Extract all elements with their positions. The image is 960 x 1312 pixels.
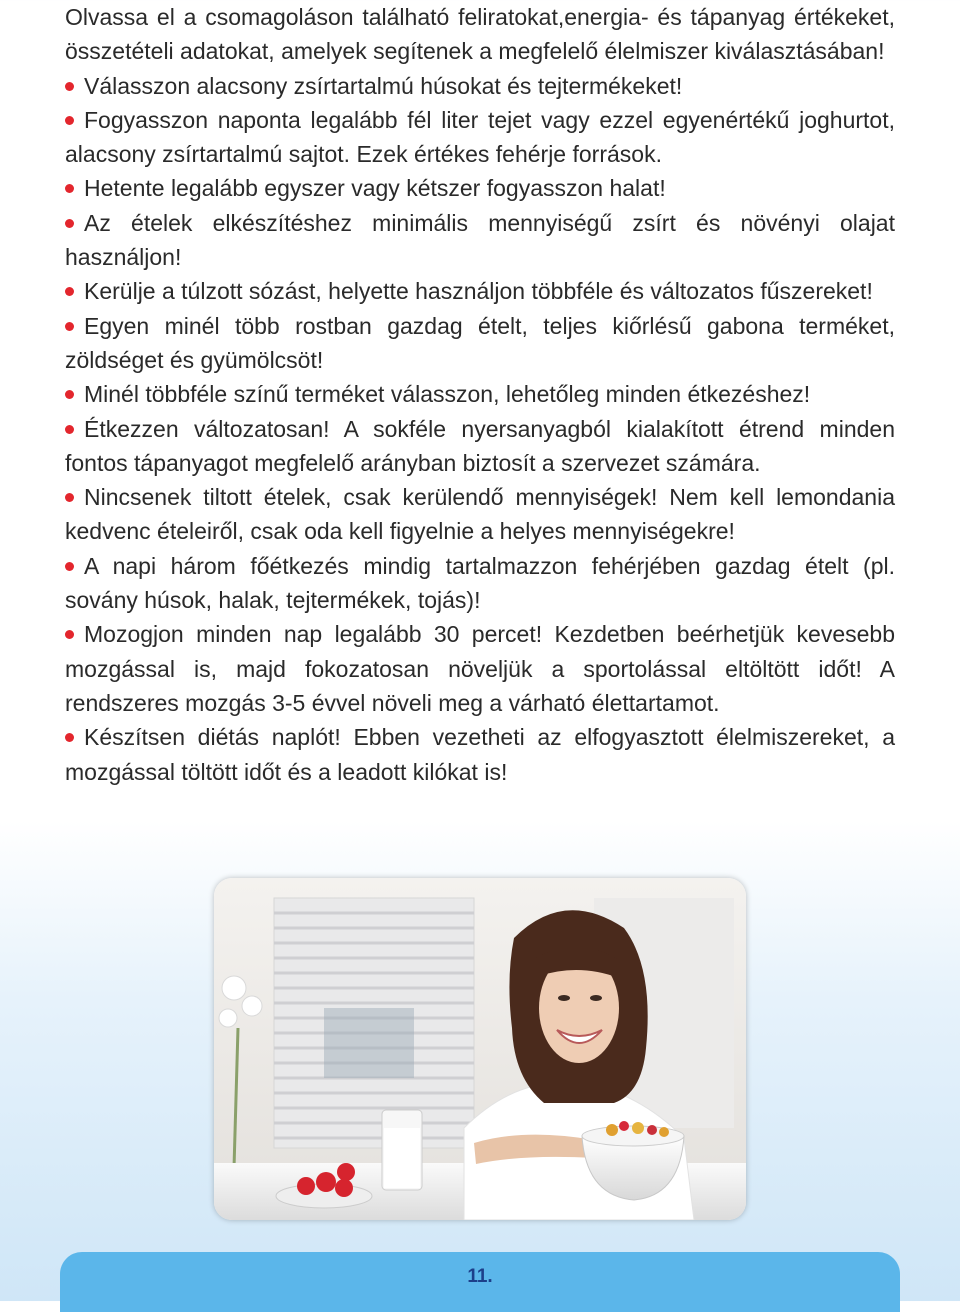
bullet-dot-icon (65, 184, 74, 193)
photo-illustration (214, 878, 746, 1220)
article-text (65, 0, 895, 789)
bullet-dot-icon (65, 562, 74, 571)
bullet-item: Minél többféle színű terméket válasszon, lehetőleg minden étkezéshez! (65, 377, 895, 411)
bullet-dot-icon (65, 322, 74, 331)
bullet-dot-icon (65, 219, 74, 228)
bullet-dot-icon (65, 493, 74, 502)
bullet-dot-icon (65, 425, 74, 434)
bullet-item: Nincsenek tiltott ételek, csak kerülendő mennyiségek! Nem kell lemondania kedvenc ételeiről, csak oda kell figyelnie a helyes mennyiségekre! (65, 484, 895, 545)
bullet-item: Kerülje a túlzott sózást, helyette használjon többféle és változatos fűszereket! (65, 274, 895, 308)
page-number: 11. (467, 1266, 493, 1287)
bullet-item: Mozogjon minden nap legalább 30 percet! Kezdetben beérhetjük kevesebb mozgással is, majd fokozatosan növeljük a sportolással eltöltött időt! A rendszeres mozgás 3-5 évvel növeli meg a várható élettartamot. (65, 621, 895, 716)
intro-paragraph: Olvassa el a csomagoláson található feliratokat,energia- és tápanyag értékeket, összetételi adatokat, amelyek segítenek a megfelelő élelmiszer kiválasztásában! (65, 4, 895, 65)
bullet-item: Hetente legalább egyszer vagy kétszer fogyasszon halat! (65, 171, 895, 205)
bullet-dot-icon (65, 390, 74, 399)
bullet-dot-icon (65, 630, 74, 639)
bullet-item: Fogyasszon naponta legalább fél liter tejet vagy ezzel egyenértékű joghurtot, alacsony zsírtartalmú sajtot. Ezek értékes fehérje források. (65, 106, 895, 168)
bullet-item: A napi három főétkezés mindig tartalmazzon fehérjében gazdag ételt (pl. sovány húsok, halak, tejtermékek, tojás)! (65, 552, 895, 614)
bullet-item: Egyen minél több rostban gazdag ételt, teljes kiőrlésű gabona terméket, zöldséget és gyümölcsöt! (65, 312, 895, 373)
bullet-dot-icon (65, 287, 74, 296)
bullet-dot-icon (65, 116, 74, 125)
woman-with-fruit-bowl-photo (214, 878, 746, 1220)
bullet-item: Válasszon alacsony zsírtartalmú húsokat és tejtermékeket! (65, 69, 895, 103)
bullet-item: Étkezzen változatosan! A sokféle nyersanyagból kialakított étrend minden fontos tápanyagot megfelelő arányban biztosít a szervezet számára. (65, 415, 895, 476)
bullet-dot-icon (65, 82, 74, 91)
bullet-item: Készítsen diétás naplót! Ebben vezetheti az elfogyasztott élelmiszereket, a mozgással töltött időt és a leadott kilókat is! (65, 724, 895, 785)
bullet-item: Az ételek elkészítéshez minimális mennyiségű zsírt és növényi olajat használjon! (65, 209, 895, 271)
bullet-dot-icon (65, 733, 74, 742)
